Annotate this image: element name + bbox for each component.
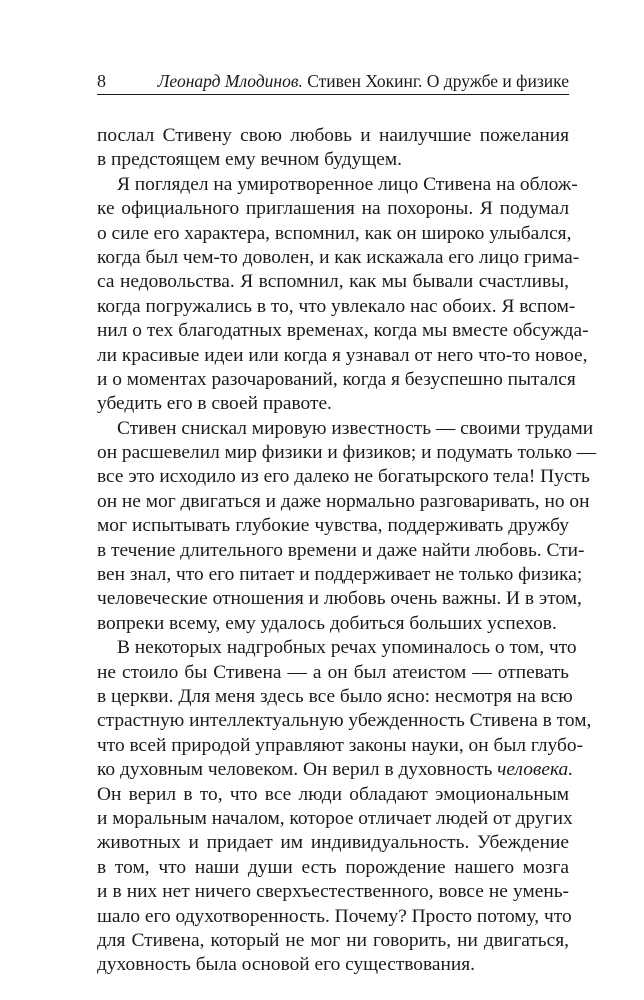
text-line: ке официального приглашения на похороны. Я подумал [97, 198, 569, 220]
text-line: в предстоящем ему вечном будущем. [97, 149, 402, 171]
header-book-title: Стивен Хокинг. О дружбе и физике [302, 71, 569, 91]
text-line: Он верил в то, что все люди обладают эмоциональным [97, 783, 569, 805]
header-title [158, 70, 569, 92]
text-line: нил о тех благодатных временах, когда мы вместе обсужда- [97, 320, 589, 342]
paragraph-first-line: В некоторых надгробных речах упоминалось о том, что [117, 637, 577, 659]
text-line: в том, что наши души есть порождение нашего мозга [97, 856, 569, 878]
text-line: послал Стивену свою любовь и наилучшие пожелания [97, 125, 569, 146]
text-line: духовность была основой его существования. [97, 954, 476, 976]
text-line: животных и придает им индивидуальность. Убеждение [97, 832, 569, 854]
text-line: вопреки всему, ему удалось добиться больших успехов. [97, 612, 557, 634]
text-line: ли красивые идеи или когда я узнавал от него что-то новое, [97, 344, 588, 366]
text-line: страстную интеллектуальную убежденность Стивена в том, [97, 710, 592, 732]
text-line: мог испытывать глубокие чувства, поддерживать дружбу [97, 515, 569, 537]
text-line: и моральным началом, которое отличает людей от других [97, 807, 573, 829]
header-author: Леонард Млодинов. [157, 71, 303, 91]
paragraph-first-line: Стивен снискал мировую известность — своими трудами [117, 417, 594, 439]
text-line: в церкви. Для меня здесь все было ясно: несмотря на всю [97, 685, 573, 707]
text-line: когда погружались в то, что увлекало нас обоих. Я вспом- [97, 295, 576, 317]
page-number: 8 [97, 71, 106, 91]
text-line: что всей природой управляют законы науки, он был глубо- [97, 734, 583, 756]
text-line: в течение длительного времени и даже найти любовь. Сти- [97, 539, 585, 561]
text-line: все это исходило из его далеко не богатырского тела! Пусть [97, 466, 590, 488]
text-line: не стоило бы Стивена — а он был атеистом — отпевать [97, 661, 569, 683]
text-line: для Стивена, который не мог ни говорить, ни двигаться, [97, 929, 569, 951]
text-line: о силе его характера, вспомнил, как он широко улыбался, [97, 222, 572, 244]
text-segment: ко духовным человеком. Он верил в духовность [97, 759, 498, 781]
text-line: и о моментах разочарований, когда я безуспешно пытался [97, 368, 576, 390]
body-text [97, 124, 597, 978]
text-line: убедить его в своей правоте. [97, 393, 332, 415]
running-head [97, 70, 569, 95]
text-line: и в них нет ничего сверхъестественного, вовсе не умень- [97, 881, 569, 903]
text-line: шало его одухотворенность. Почему? Просто потому, что [97, 905, 572, 927]
text-line: когда был чем-то доволен, и как искажала его лицо грима- [97, 246, 580, 268]
text-line: он не мог двигаться и даже нормально разговаривать, но он [97, 490, 590, 512]
text-line-with-italic [97, 758, 574, 782]
text-line: он расшевелил мир физики и физиков; и подумать только — [97, 442, 597, 464]
text-line: са недовольства. Я вспомнил, как мы бывали счастливы, [97, 271, 569, 293]
text-line: человеческие отношения и любовь очень важны. И в этом, [97, 588, 582, 610]
italic-word: человека. [497, 759, 574, 781]
paragraph-first-line: Я поглядел на умиротворенное лицо Стивена на облож- [117, 173, 578, 195]
text-line: вен знал, что его питает и поддерживает не только физика; [97, 564, 583, 586]
